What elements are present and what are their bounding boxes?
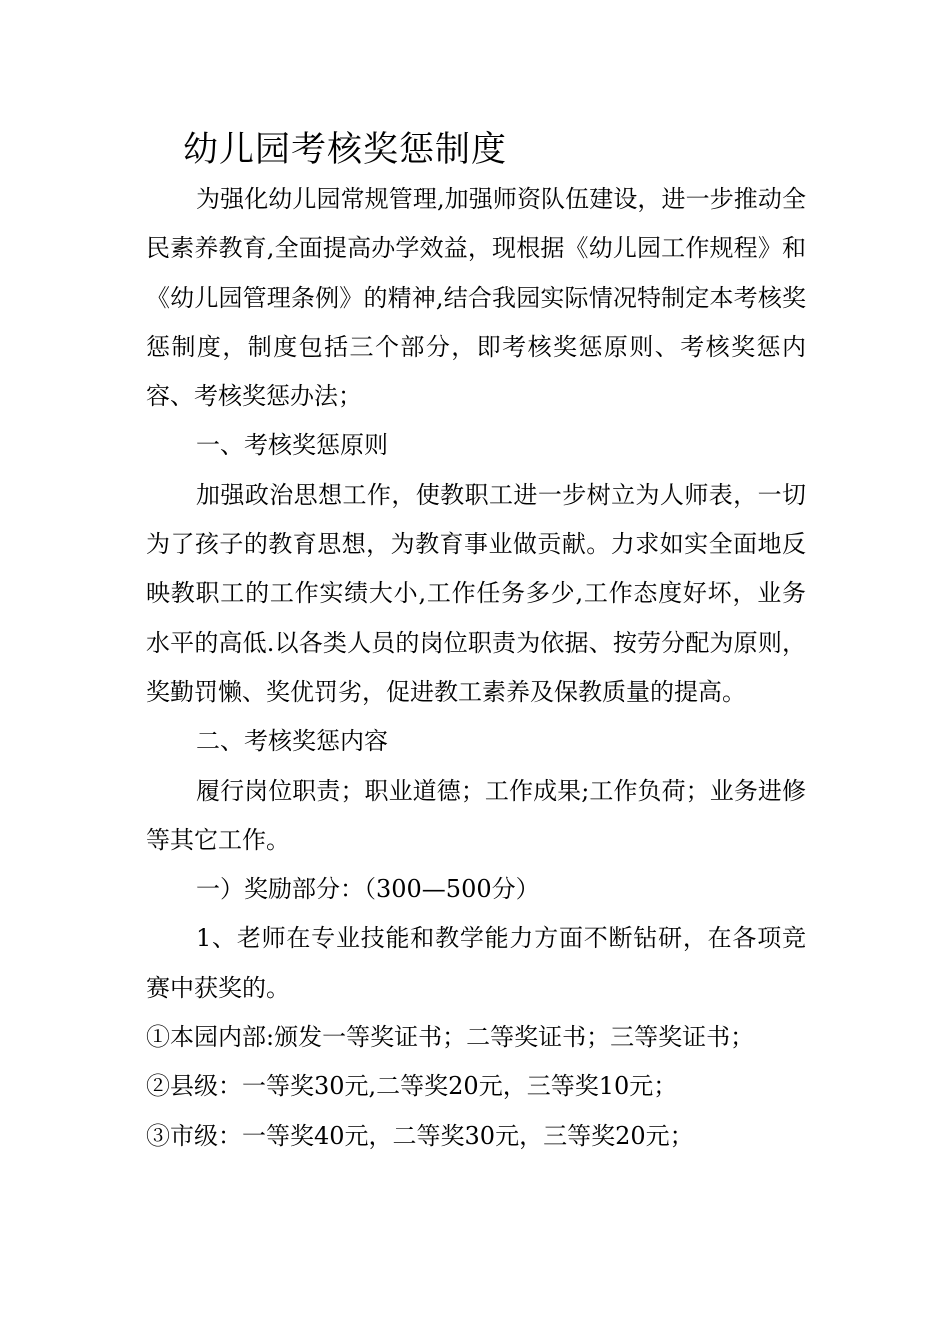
paragraph-reward-item-1: 1、老师在专业技能和教学能力方面不断钻研，在各项竞赛中获奖的。 [146, 924, 806, 1002]
paragraph-content: 履行岗位职责；职业道德；工作成果;工作负荷；业务进修等其它工作。 [146, 776, 806, 854]
paragraph-principles: 加强政治思想工作，使教职工进一步树立为人师表，一切为了孩子的教育思想，为教育事业做贡献。力求如实全面地反映教职工的工作实绩大小,工作任务多少,工作态度好坏，业务水平的高低.以各类人员的岗位职责为依据、按劳分配为原则，奖勤罚懒、奖优罚劣，促进教工素养及保教质量的提高。 [146, 480, 806, 706]
list-item-county: ②县级：一等奖30元,二等奖20元，三等奖10元； [146, 1072, 678, 1101]
section-heading-content: 二、考核奖惩内容 [196, 727, 388, 756]
section-heading-principles: 一、考核奖惩原则 [196, 431, 388, 460]
document-title: 幼儿园考核奖惩制度 [183, 130, 508, 170]
list-item-internal: ①本园内部:颁发一等奖证书；二等奖证书；三等奖证书； [146, 1023, 755, 1052]
paragraph-intro: 为强化幼儿园常规管理,加强师资队伍建设，进一步推动全民素养教育,全面提高办学效益，现根据《幼儿园工作规程》和《幼儿园管理条例》的精神,结合我园实际情况特制定本考核奖惩制度，制度包括三个部分，即考核奖惩原则、考核奖惩内容、考核奖惩办法； [146, 185, 806, 411]
subsection-heading-rewards: 一）奖励部分：（300—500分） [196, 875, 540, 904]
list-item-city: ③市级：一等奖40元，二等奖30元，三等奖20元； [146, 1121, 694, 1150]
document-body [146, 175, 806, 1161]
